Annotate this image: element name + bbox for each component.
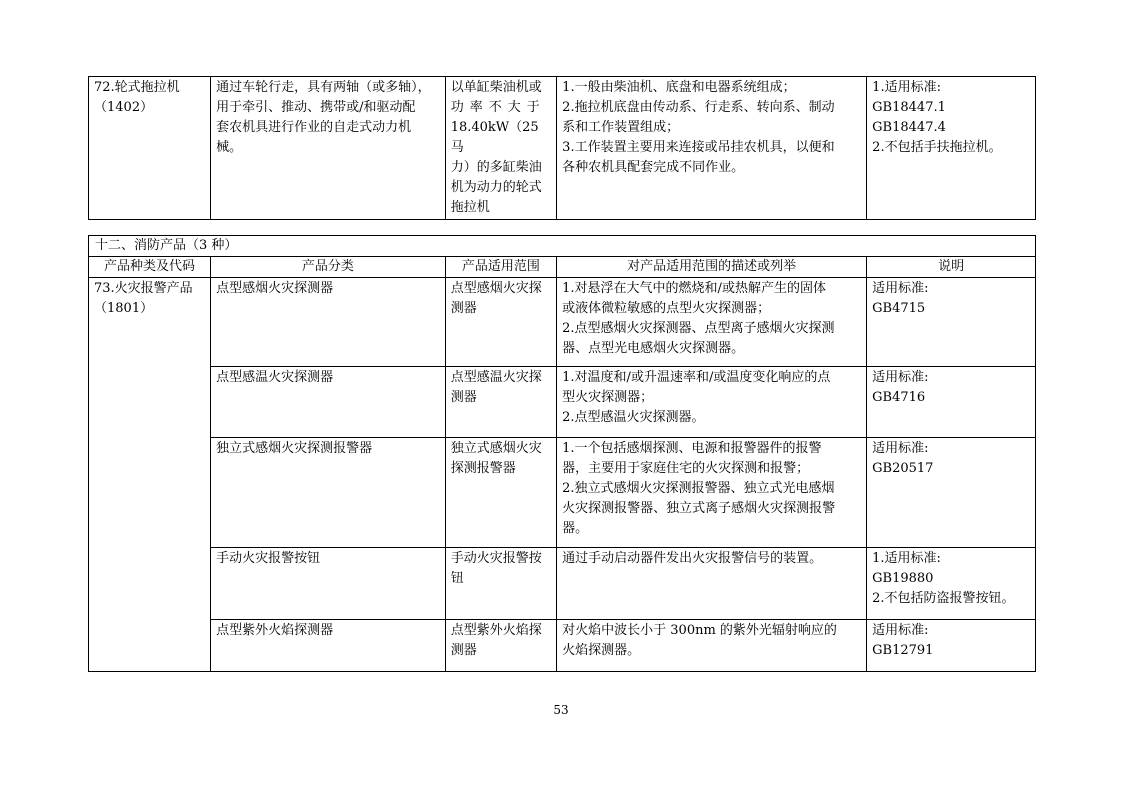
text-line: GB18447.4 — [872, 120, 946, 135]
category-cell — [211, 620, 446, 672]
description-cell — [557, 77, 867, 220]
note-cell — [867, 278, 1036, 367]
section-title: 十二、消防产品（3 种） — [89, 236, 1036, 257]
product-cell — [89, 77, 211, 220]
note-cell — [867, 367, 1036, 438]
product-code: （1801） — [94, 301, 154, 316]
text-line: 2.点型感温火灾探测器。 — [562, 410, 705, 425]
text-line: 力）的多缸柴油 — [450, 160, 542, 175]
text-line: 1.一般由柴油机、底盘和电器系统组成； — [562, 80, 796, 95]
table-row — [89, 77, 1036, 220]
text-line: 械。 — [216, 140, 243, 155]
note-cell — [867, 438, 1036, 548]
text-line: 钮 — [450, 571, 464, 586]
category-cell — [211, 438, 446, 548]
text-line: GB4716 — [872, 390, 926, 405]
text-line: 适用标准: — [872, 441, 929, 456]
text-line: GB4715 — [872, 301, 926, 316]
text-line: GB12791 — [872, 643, 934, 658]
text-line: 器。 — [562, 521, 589, 536]
section-title-row — [89, 236, 1036, 257]
scope-cell — [445, 620, 556, 672]
text-line: 适用标准: — [872, 281, 929, 296]
table-row — [89, 367, 1036, 438]
scope-cell — [445, 367, 556, 438]
text-line: 2.点型感烟火灾探测器、点型离子感烟火灾探测 — [562, 321, 835, 336]
text-line: GB18447.1 — [872, 100, 946, 115]
note-cell — [867, 620, 1036, 672]
fire-products-table — [88, 235, 1036, 672]
text-line: 测器 — [450, 390, 477, 405]
text-line: 系和工作装置组成； — [562, 120, 680, 135]
table-row — [89, 620, 1036, 672]
text-line: 1.适用标准: — [872, 551, 941, 566]
text-line: 拖拉机 — [450, 200, 490, 215]
text-line: 18.40kW（25 马 — [450, 120, 539, 155]
text-line: 通过车轮行走，具有两轴（或多轴）， — [216, 80, 431, 95]
product-name: 73.火灾报警产品 — [94, 281, 193, 296]
page-number: 53 — [553, 703, 569, 717]
description-cell — [557, 438, 867, 548]
text-line: 2.不包括防盗报警按钮。 — [872, 591, 1015, 606]
text-line: 功率不大于 — [450, 100, 546, 115]
text-line: GB20517 — [872, 461, 934, 476]
text-line: 以单缸柴油机或 — [450, 80, 542, 95]
text-line: 点型紫外火焰探 — [450, 623, 542, 638]
column-header: 产品适用范围 — [445, 257, 556, 278]
text-line: 手动火灾报警按钮 — [216, 551, 321, 566]
text-line: 1.对温度和/或升温速率和/或温度变化响应的点 — [562, 370, 831, 385]
text-line: 器，主要用于家庭住宅的火灾探测和报警； — [562, 461, 810, 476]
text-line: 独立式感烟火灾 — [450, 441, 542, 456]
text-line: 对火焰中波长小于 300nm 的紫外光辐射响应的 — [562, 623, 837, 638]
scope-cell — [445, 77, 556, 220]
text-line: 机为动力的轮式 — [450, 180, 542, 195]
text-line: 2.拖拉机底盘由传动系、行走系、转向系、制动 — [562, 100, 835, 115]
description-cell — [557, 278, 867, 367]
product-cell — [89, 278, 211, 672]
column-header: 产品分类 — [211, 257, 446, 278]
text-line: 点型感温火灾探 — [450, 370, 542, 385]
description-cell — [557, 620, 867, 672]
text-line: 测器 — [450, 301, 477, 316]
text-line: GB19880 — [872, 571, 934, 586]
text-line: 点型感烟火灾探 — [450, 281, 542, 296]
text-line: 1.适用标准: — [872, 80, 941, 95]
text-line: 或液体微粒敏感的点型火灾探测器； — [562, 301, 771, 316]
text-line: 点型感烟火灾探测器 — [216, 281, 334, 296]
text-line: 点型紫外火焰探测器 — [216, 623, 334, 638]
column-header: 说明 — [867, 257, 1036, 278]
table-row — [89, 278, 1036, 367]
text-line: 独立式感烟火灾探测报警器 — [216, 441, 373, 456]
text-line: 适用标准: — [872, 370, 929, 385]
text-line: 火焰探测器。 — [562, 643, 641, 658]
product-name: 72.轮式拖拉机 — [94, 80, 180, 95]
text-line: 点型感温火灾探测器 — [216, 370, 334, 385]
note-cell — [867, 548, 1036, 620]
text-line: 手动火灾报警按 — [450, 551, 542, 566]
text-line: 探测报警器 — [450, 461, 516, 476]
text-line: 2.独立式感烟火灾探测报警器、独立式光电感烟 — [562, 481, 835, 496]
scope-cell — [445, 278, 556, 367]
text-line: 用于牵引、推动、携带或/和驱动配 — [216, 100, 416, 115]
text-line: 器、点型光电感烟火灾探测器。 — [562, 341, 745, 356]
text-line: 通过手动启动器件发出火灾报警信号的装置。 — [562, 551, 823, 566]
column-header: 对产品适用范围的描述或列举 — [557, 257, 867, 278]
text-line: 套农机具进行作业的自走式动力机 — [216, 120, 412, 135]
table-row — [89, 548, 1036, 620]
description-cell — [557, 367, 867, 438]
text-line: 各种农机具配套完成不同作业。 — [562, 160, 745, 175]
column-header: 产品种类及代码 — [89, 257, 211, 278]
description-cell — [557, 548, 867, 620]
text-line: 2.不包括手扶拖拉机。 — [872, 140, 1002, 155]
table-row — [89, 438, 1036, 548]
text-line: 3.工作装置主要用来连接或吊挂农机具，以便和 — [562, 140, 835, 155]
note-cell — [867, 77, 1036, 220]
product-code: （1402） — [94, 100, 154, 115]
text-line: 1.一个包括感烟探测、电源和报警器件的报警 — [562, 441, 822, 456]
text-line: 型火灾探测器； — [562, 390, 654, 405]
text-line: 1.对悬浮在大气中的燃烧和/或热解产生的固体 — [562, 281, 826, 296]
category-cell — [211, 278, 446, 367]
category-cell — [211, 548, 446, 620]
category-cell — [211, 367, 446, 438]
category-cell — [211, 77, 446, 220]
text-line: 测器 — [450, 643, 477, 658]
scope-cell — [445, 438, 556, 548]
tractor-table — [88, 76, 1036, 220]
text-line: 火灾探测报警器、独立式离子感烟火灾探测报警 — [562, 501, 836, 516]
scope-cell — [445, 548, 556, 620]
header-row — [89, 257, 1036, 278]
text-line: 适用标准: — [872, 623, 929, 638]
